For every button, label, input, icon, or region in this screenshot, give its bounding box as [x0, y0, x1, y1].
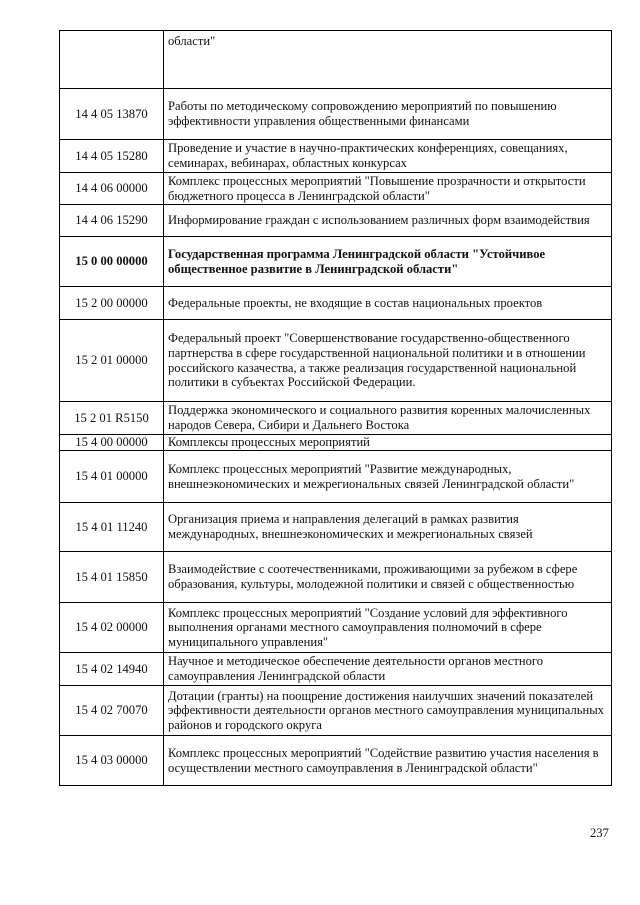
table-row [60, 552, 612, 603]
table-row [60, 435, 612, 451]
item-description-cell: Организация приема и направления делегаций в рамках развития международных, внешнеэкономических и межрегиональных связей [164, 503, 612, 552]
classification-code-cell: 14 4 06 15290 [60, 205, 164, 237]
item-description-cell: Работы по методическому сопровождению мероприятий по повышению эффективности управления общественными финансами [164, 89, 612, 140]
item-description-cell: Комплексы процессных мероприятий [164, 435, 612, 451]
item-description-cell: Научное и методическое обеспечение деятельности органов местного самоуправления Ленинградской области [164, 653, 612, 686]
table-row [60, 287, 612, 320]
item-description-cell: Комплекс процессных мероприятий "Создание условий для эффективного выполнения органами местного самоуправления полномочий в сфере муниципального управления" [164, 603, 612, 653]
classification-code-cell: 15 4 00 00000 [60, 435, 164, 451]
table-row [60, 237, 612, 287]
classification-code-cell: 15 4 01 15850 [60, 552, 164, 603]
item-description-cell: Дотации (гранты) на поощрение достижения наилучших значений показателей эффективности деятельности органов местного самоуправления муниципальных районов и городского округа [164, 686, 612, 736]
item-description-cell: Информирование граждан с использованием различных форм взаимодействия [164, 205, 612, 237]
item-description-cell: области" [164, 31, 612, 89]
table-row [60, 603, 612, 653]
classification-code-cell: 15 0 00 00000 [60, 237, 164, 287]
budget-classification-table [59, 30, 612, 786]
table-row [60, 205, 612, 237]
classification-code-cell: 15 4 02 14940 [60, 653, 164, 686]
table-row [60, 31, 612, 89]
table-row [60, 653, 612, 686]
table-row [60, 89, 612, 140]
page-number: 237 [590, 826, 609, 840]
table-row [60, 451, 612, 503]
classification-code-cell: 14 4 05 15280 [60, 140, 164, 173]
item-description-cell: Федеральный проект "Совершенствование государственно-общественного партнерства в сфере государственной национальной политики и в отношении российского казачества, а также реализация государственной национальной политики в субъектах Российской Федерации. [164, 320, 612, 402]
table-row [60, 503, 612, 552]
classification-code-cell: 15 4 02 70070 [60, 686, 164, 736]
table-row [60, 402, 612, 435]
classification-code-cell: 14 4 06 00000 [60, 173, 164, 205]
classification-code-cell: 15 2 01 R5150 [60, 402, 164, 435]
classification-code-cell: 15 4 02 00000 [60, 603, 164, 653]
item-description-cell: Федеральные проекты, не входящие в состав национальных проектов [164, 287, 612, 320]
table-row [60, 320, 612, 402]
classification-code-cell: 15 4 03 00000 [60, 736, 164, 786]
table-row [60, 686, 612, 736]
item-description-cell: Проведение и участие в научно-практических конференциях, совещаниях, семинарах, вебинарах, областных конкурсах [164, 140, 612, 173]
item-description-cell: Комплекс процессных мероприятий "Содействие развитию участия населения в осуществлении местного самоуправления в Ленинградской области" [164, 736, 612, 786]
classification-code-cell: 15 2 01 00000 [60, 320, 164, 402]
table-row [60, 140, 612, 173]
item-description-cell: Государственная программа Ленинградской области "Устойчивое общественное развитие в Ленинградской области" [164, 237, 612, 287]
item-description-cell: Комплекс процессных мероприятий "Повышение прозрачности и открытости бюджетного процесса в Ленинградской области" [164, 173, 612, 205]
classification-code-cell: 15 4 01 00000 [60, 451, 164, 503]
item-description-cell: Комплекс процессных мероприятий "Развитие международных, внешнеэкономических и межрегиональных связей Ленинградской области" [164, 451, 612, 503]
classification-code-cell: 14 4 05 13870 [60, 89, 164, 140]
classification-code-cell: 15 2 00 00000 [60, 287, 164, 320]
item-description-cell: Взаимодействие с соотечественниками, проживающими за рубежом в сфере образования, культуры, молодежной политики и связей с общественностью [164, 552, 612, 603]
item-description-cell: Поддержка экономического и социального развития коренных малочисленных народов Севера, Сибири и Дальнего Востока [164, 402, 612, 435]
table-body [60, 31, 612, 786]
classification-code-cell [60, 31, 164, 89]
classification-code-cell: 15 4 01 11240 [60, 503, 164, 552]
table-row [60, 173, 612, 205]
table-row [60, 736, 612, 786]
